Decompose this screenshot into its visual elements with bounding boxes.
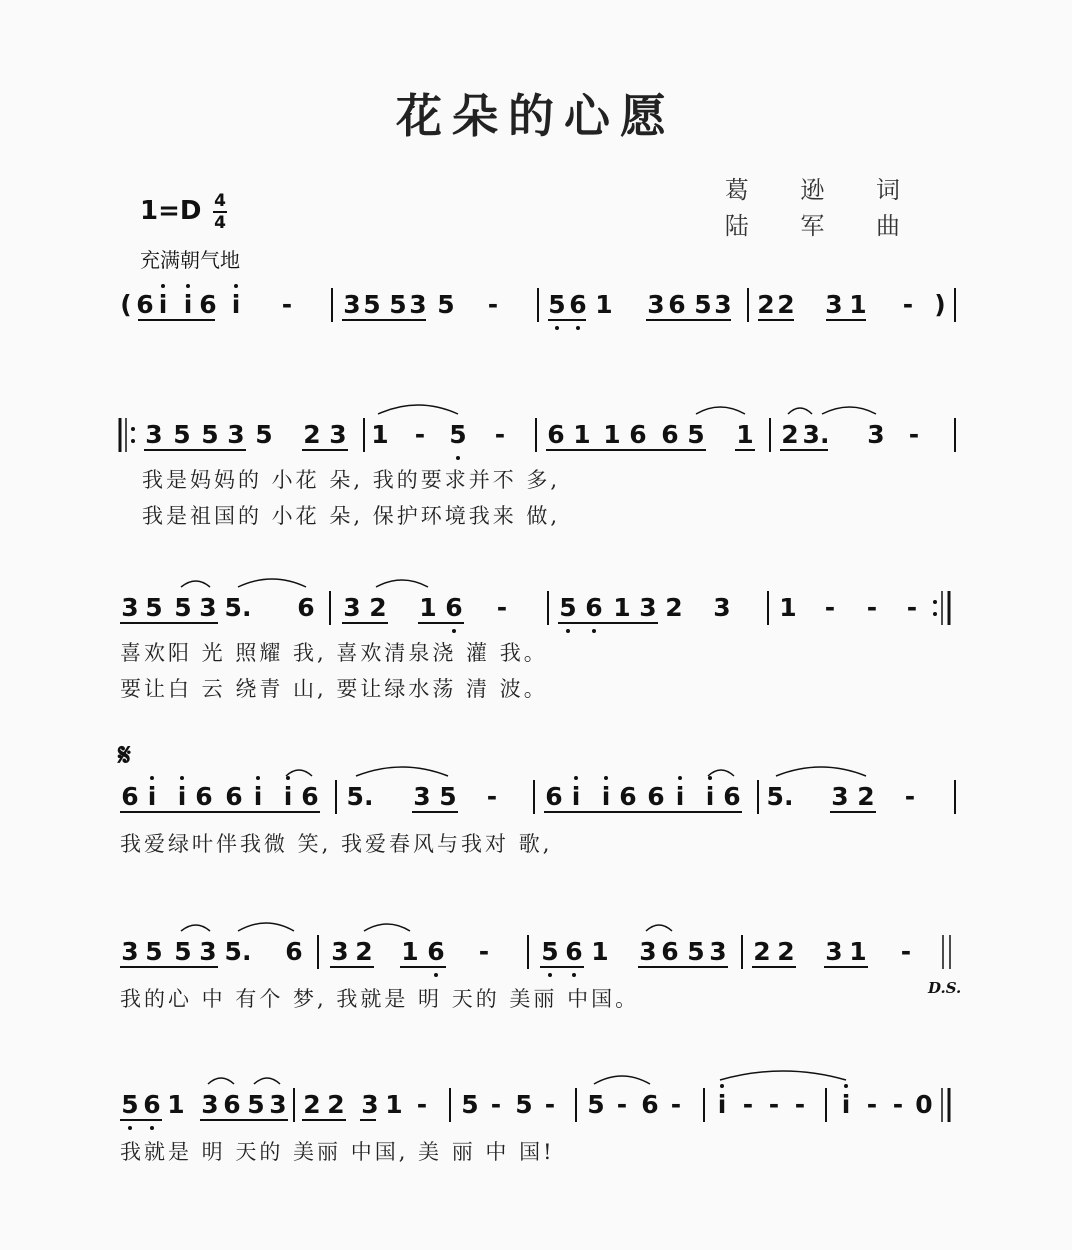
svg-text:i: i xyxy=(571,782,581,811)
song-title: 花朵的心愿 xyxy=(396,89,676,143)
svg-text:3: 3 xyxy=(867,420,885,449)
svg-text:-: - xyxy=(487,290,499,319)
svg-text:6: 6 xyxy=(647,782,665,811)
svg-text:2: 2 xyxy=(757,290,775,319)
svg-text:5: 5 xyxy=(687,937,705,966)
svg-text:3.: 3. xyxy=(802,420,830,449)
svg-text:-: - xyxy=(906,593,918,622)
svg-text:5: 5 xyxy=(439,782,457,811)
svg-text:6: 6 xyxy=(629,420,647,449)
svg-text:3: 3 xyxy=(199,937,217,966)
svg-text:5: 5 xyxy=(247,1090,265,1119)
time-sig-top: 4 xyxy=(214,191,226,211)
svg-text:6: 6 xyxy=(619,782,637,811)
svg-text:3: 3 xyxy=(825,937,843,966)
svg-text:i: i xyxy=(253,782,263,811)
svg-text:i: i xyxy=(147,782,157,811)
svg-text:6: 6 xyxy=(445,593,463,622)
svg-text:3: 3 xyxy=(713,593,731,622)
svg-text:6: 6 xyxy=(547,420,565,449)
svg-text:2: 2 xyxy=(665,593,683,622)
svg-text:3: 3 xyxy=(361,1090,379,1119)
svg-text:2: 2 xyxy=(369,593,387,622)
svg-text:5: 5 xyxy=(255,420,273,449)
segno-sign: 𝄋 xyxy=(118,738,131,773)
svg-text:5.: 5. xyxy=(224,937,252,966)
svg-text:1: 1 xyxy=(613,593,631,622)
svg-text:i: i xyxy=(717,1090,727,1119)
lyrics-line-3a: 喜欢阳 光 照耀 我, 喜欢清泉浇 灌 我。 xyxy=(120,641,548,665)
credits xyxy=(725,172,922,244)
svg-text:-: - xyxy=(616,1090,628,1119)
time-signature xyxy=(213,193,227,231)
svg-text:5: 5 xyxy=(694,290,712,319)
svg-text:3: 3 xyxy=(647,290,665,319)
svg-text:1: 1 xyxy=(849,937,867,966)
svg-text:6: 6 xyxy=(195,782,213,811)
lyrics-line-3b: 要让白 云 绕青 山, 要让绿水荡 清 波。 xyxy=(120,677,548,701)
svg-text:i: i xyxy=(841,1090,851,1119)
lyrics-line-2a: 我是妈妈的 小花 朵, 我的要求并不 多, xyxy=(142,468,561,492)
svg-text:-: - xyxy=(908,420,920,449)
svg-text:-: - xyxy=(490,1090,502,1119)
svg-text:3: 3 xyxy=(329,420,347,449)
svg-text:1: 1 xyxy=(419,593,437,622)
score-line-6 xyxy=(0,1070,1072,1250)
note: i xyxy=(231,290,241,319)
svg-text:i: i xyxy=(705,782,715,811)
svg-text:1: 1 xyxy=(371,420,389,449)
svg-text:3: 3 xyxy=(121,937,139,966)
svg-text:i: i xyxy=(283,782,293,811)
svg-text:5: 5 xyxy=(461,1090,479,1119)
svg-text:1: 1 xyxy=(401,937,419,966)
time-sig-bottom: 4 xyxy=(214,213,226,233)
svg-text:6: 6 xyxy=(297,593,315,622)
svg-text:2: 2 xyxy=(303,420,321,449)
dash: - xyxy=(281,290,293,319)
svg-text:i: i xyxy=(177,782,187,811)
svg-text:3: 3 xyxy=(331,937,349,966)
svg-text:5: 5 xyxy=(449,420,467,449)
paren-open: ( xyxy=(120,290,132,319)
svg-text:5: 5 xyxy=(515,1090,533,1119)
svg-text:3: 3 xyxy=(201,1090,219,1119)
svg-text:3: 3 xyxy=(825,290,843,319)
svg-text:-: - xyxy=(824,593,836,622)
svg-text:5: 5 xyxy=(541,937,559,966)
svg-text:3: 3 xyxy=(639,937,657,966)
svg-text:3: 3 xyxy=(413,782,431,811)
lyricist-credit: 葛 逊 词 xyxy=(724,176,922,204)
note: 6 xyxy=(199,290,217,319)
svg-text:1: 1 xyxy=(167,1090,185,1119)
svg-text:5: 5 xyxy=(437,290,455,319)
svg-text:1: 1 xyxy=(573,420,591,449)
svg-text:1: 1 xyxy=(595,290,613,319)
svg-text:2: 2 xyxy=(781,420,799,449)
svg-text:6: 6 xyxy=(427,937,445,966)
svg-text:6: 6 xyxy=(545,782,563,811)
svg-text:5: 5 xyxy=(145,593,163,622)
svg-text:5.: 5. xyxy=(346,782,374,811)
svg-text:5: 5 xyxy=(548,290,566,319)
svg-text:5: 5 xyxy=(363,290,381,319)
svg-text:2: 2 xyxy=(327,1090,345,1119)
svg-text:-: - xyxy=(892,1090,904,1119)
svg-text:2: 2 xyxy=(777,937,795,966)
lyrics-line-6: 我就是 明 天的 美丽 中国, 美 丽 中 国! xyxy=(120,1140,555,1164)
svg-text:3: 3 xyxy=(227,420,245,449)
composer-credit: 陆 军 曲 xyxy=(724,212,922,240)
svg-text:6: 6 xyxy=(121,782,139,811)
svg-text:-: - xyxy=(494,420,506,449)
note: i xyxy=(183,290,193,319)
score-line-2 xyxy=(0,400,1072,580)
svg-text:6: 6 xyxy=(225,782,243,811)
score-line-3 xyxy=(0,573,1072,753)
svg-text:-: - xyxy=(742,1090,754,1119)
svg-text:2: 2 xyxy=(753,937,771,966)
svg-text:5: 5 xyxy=(173,420,191,449)
svg-text:-: - xyxy=(904,782,916,811)
svg-text:1: 1 xyxy=(603,420,621,449)
svg-text:5: 5 xyxy=(145,937,163,966)
svg-text:6: 6 xyxy=(301,782,319,811)
notation-line-1 xyxy=(0,270,1072,350)
note: i xyxy=(158,290,168,319)
svg-text:-: - xyxy=(478,937,490,966)
svg-text:-: - xyxy=(496,593,508,622)
svg-text:i: i xyxy=(675,782,685,811)
svg-text:6: 6 xyxy=(565,937,583,966)
svg-text:1: 1 xyxy=(779,593,797,622)
svg-text:2: 2 xyxy=(355,937,373,966)
svg-text:-: - xyxy=(416,1090,428,1119)
svg-text:5.: 5. xyxy=(766,782,794,811)
svg-text:3: 3 xyxy=(639,593,657,622)
svg-text:5: 5 xyxy=(587,1090,605,1119)
score-line-4 xyxy=(0,762,1072,942)
svg-text:3: 3 xyxy=(121,593,139,622)
svg-text:5: 5 xyxy=(389,290,407,319)
lyrics-line-2b: 我是祖国的 小花 朵, 保护环境我来 做, xyxy=(142,504,561,528)
key-signature: 1=D xyxy=(140,196,202,226)
lyrics-line-5: 我的心 中 有个 梦, 我就是 明 天的 美丽 中国。 xyxy=(120,987,640,1011)
svg-text:5: 5 xyxy=(687,420,705,449)
svg-text:5: 5 xyxy=(559,593,577,622)
dal-segno-marking: D.S. xyxy=(928,979,962,997)
svg-text:-: - xyxy=(768,1090,780,1119)
svg-text:2: 2 xyxy=(303,1090,321,1119)
svg-text:3: 3 xyxy=(714,290,732,319)
svg-text:5: 5 xyxy=(174,937,192,966)
svg-text:5.: 5. xyxy=(224,593,252,622)
svg-text:5: 5 xyxy=(121,1090,139,1119)
svg-text:-: - xyxy=(866,1090,878,1119)
svg-text:1: 1 xyxy=(849,290,867,319)
tempo-marking: 充满朝气地 xyxy=(140,248,240,272)
svg-text:-: - xyxy=(670,1090,682,1119)
svg-text:3: 3 xyxy=(343,290,361,319)
svg-text:2: 2 xyxy=(777,290,795,319)
svg-text:3: 3 xyxy=(199,593,217,622)
svg-text:1: 1 xyxy=(736,420,754,449)
svg-text:6: 6 xyxy=(143,1090,161,1119)
svg-text:6: 6 xyxy=(569,290,587,319)
svg-text:i: i xyxy=(601,782,611,811)
svg-text:-: - xyxy=(794,1090,806,1119)
svg-text:2: 2 xyxy=(857,782,875,811)
svg-text:-: - xyxy=(414,420,426,449)
svg-text:-: - xyxy=(544,1090,556,1119)
svg-text:6: 6 xyxy=(668,290,686,319)
svg-text:1: 1 xyxy=(385,1090,403,1119)
svg-text:3: 3 xyxy=(343,593,361,622)
svg-text:3: 3 xyxy=(145,420,163,449)
lyrics-line-4: 我爱绿叶伴我微 笑, 我爱春风与我对 歌, xyxy=(120,832,553,856)
svg-text:3: 3 xyxy=(709,937,727,966)
svg-text:3: 3 xyxy=(831,782,849,811)
svg-text:3: 3 xyxy=(269,1090,287,1119)
svg-text:5: 5 xyxy=(201,420,219,449)
svg-text:6: 6 xyxy=(223,1090,241,1119)
svg-text:6: 6 xyxy=(285,937,303,966)
svg-text:5: 5 xyxy=(174,593,192,622)
svg-text:-: - xyxy=(866,593,878,622)
svg-text:6: 6 xyxy=(661,937,679,966)
note: 6 xyxy=(136,290,154,319)
svg-text:6: 6 xyxy=(661,420,679,449)
svg-text:3: 3 xyxy=(409,290,427,319)
svg-text:-: - xyxy=(486,782,498,811)
svg-text:): ) xyxy=(934,290,946,319)
svg-text:6: 6 xyxy=(585,593,603,622)
svg-text:6: 6 xyxy=(641,1090,659,1119)
svg-text:-: - xyxy=(900,937,912,966)
svg-text:1: 1 xyxy=(591,937,609,966)
svg-text:-: - xyxy=(902,290,914,319)
svg-text:6: 6 xyxy=(723,782,741,811)
svg-text:0: 0 xyxy=(915,1090,933,1119)
